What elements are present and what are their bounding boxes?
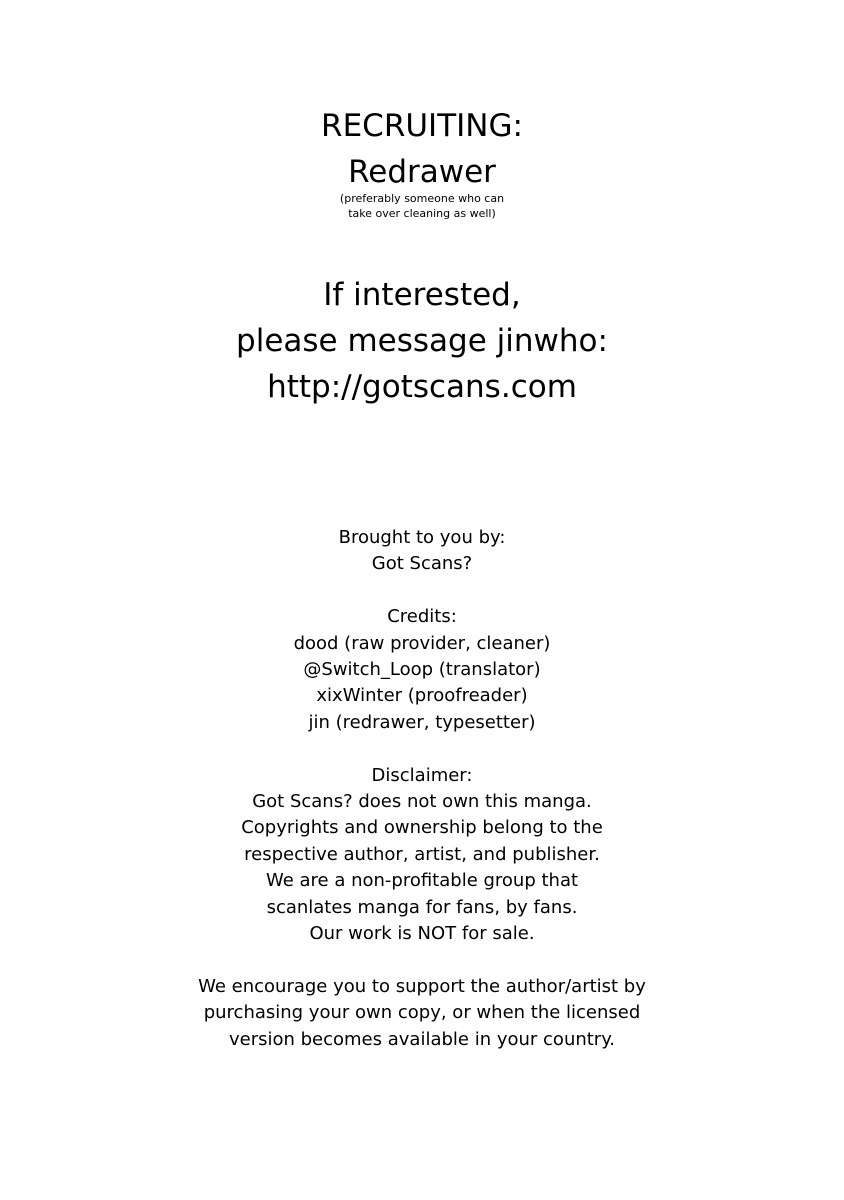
credits-label: Credits: [387, 606, 457, 627]
contact-line: please message jinwho: [236, 323, 608, 359]
disclaimer-line: Our work is NOT for sale. [309, 923, 535, 944]
brought-by-label: Brought to you by: [338, 527, 506, 548]
recruiting-heading: RECRUITING: [321, 108, 523, 144]
encouragement-line: We encourage you to support the author/artist by [198, 976, 646, 997]
contact-line: If interested, [323, 277, 521, 313]
recruiting-role: Redrawer [348, 154, 496, 190]
disclaimer-line: Copyrights and ownership belong to the [241, 817, 603, 838]
credit-entry: @Switch_Loop (translator) [303, 659, 541, 680]
credit-entry: dood (raw provider, cleaner) [293, 633, 551, 654]
credit-entry: jin (redrawer, typesetter) [308, 712, 536, 733]
disclaimer-line: We are a non-profitable group that [265, 870, 579, 891]
disclaimer-line: scanlates manga for fans, by fans. [266, 897, 578, 918]
disclaimer-line: respective author, artist, and publisher. [244, 844, 600, 865]
group-name: Got Scans? [371, 553, 473, 574]
encouragement-line: purchasing your own copy, or when the licensed [203, 1002, 641, 1023]
recruiting-note-line: (preferably someone who can [339, 192, 505, 205]
encouragement-line: version becomes available in your country. [228, 1029, 616, 1050]
recruiting-note-line: take over cleaning as well) [348, 207, 496, 220]
disclaimer-line: Got Scans? does not own this manga. [252, 791, 592, 812]
credit-entry: xixWinter (proofreader) [316, 685, 528, 706]
contact-url: http://gotscans.com [267, 369, 577, 405]
disclaimer-label: Disclaimer: [371, 765, 473, 786]
